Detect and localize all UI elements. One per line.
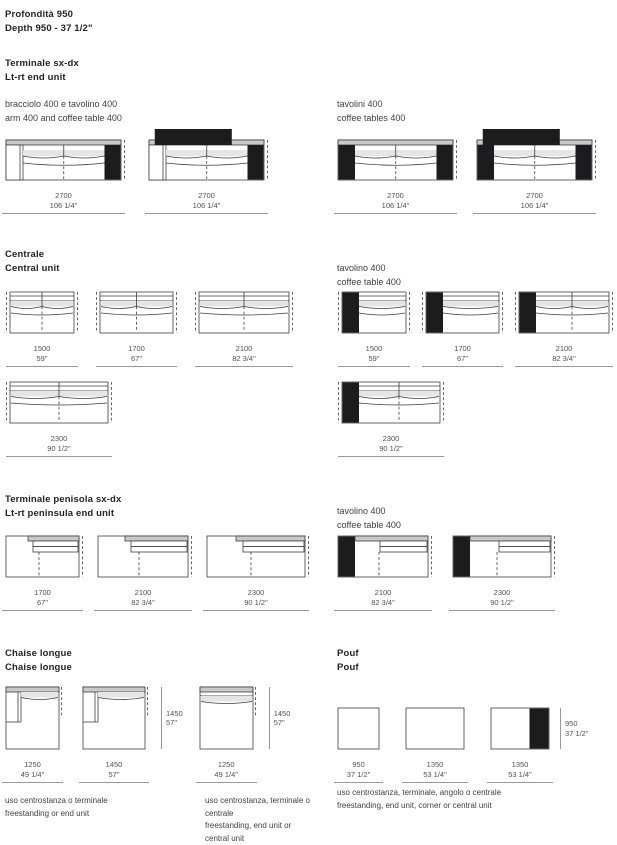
module-central-1500 — [5, 291, 81, 367]
module-diagram — [194, 291, 296, 334]
dimension-line — [203, 610, 309, 611]
chaise-footnotes — [5, 795, 337, 845]
dimension-line — [6, 366, 78, 367]
vertical-dimension-line — [560, 708, 561, 749]
page-title-en: Depth 950 - 37 1/2" — [5, 22, 93, 34]
module-pouf-1350 — [405, 707, 466, 783]
module-peninsula-2300 — [206, 535, 312, 611]
dimension-label: 2700 106 1/4" — [149, 191, 264, 214]
dimension-line — [402, 782, 468, 783]
module-peninsula-1700 — [5, 535, 86, 611]
dimension-label: 1250 49 1/4" — [200, 760, 253, 783]
central-right-row2 — [337, 381, 617, 457]
dimension-line — [338, 366, 410, 367]
dimension-label: 2700 106 1/4" — [477, 191, 592, 214]
dimension-line — [196, 782, 257, 783]
module-diagram — [337, 139, 460, 181]
module-diagram — [421, 291, 506, 334]
dimension-label: 2300 90 1/2" — [207, 588, 305, 611]
module-central-table-2100 — [514, 291, 616, 367]
dimension-label: 2300 90 1/2" — [10, 434, 108, 457]
chaise-footnote-left: uso centrostanza o terminale freestanding or end unit — [5, 796, 108, 818]
module-diagram — [95, 291, 180, 334]
dimension-line — [145, 213, 268, 214]
module-end-two-tables-console — [476, 128, 599, 214]
dimension-line — [79, 782, 149, 783]
module-diagram — [452, 535, 558, 578]
dimension-line — [422, 366, 503, 367]
module-diagram — [5, 535, 86, 578]
module-pouf-950 — [337, 707, 381, 783]
module-diagram — [5, 139, 128, 181]
dimension-label: 2700 106 1/4" — [6, 191, 121, 214]
dimension-label: 2300 90 1/2" — [342, 434, 440, 457]
central-title: Centrale Central unit — [5, 249, 60, 274]
vertical-dimension — [161, 687, 183, 749]
module-central-table-1500 — [337, 291, 413, 367]
dimension-label: 950 37 1/2" — [338, 760, 379, 783]
vertical-dimension-label: 950 37 1/2" — [565, 719, 589, 738]
module-central-2100 — [194, 291, 296, 367]
vertical-dimension-line — [161, 687, 162, 749]
central-right-row — [337, 291, 617, 367]
vertical-dimension — [269, 687, 291, 749]
module-chaise-1250 — [5, 686, 66, 783]
chaise-title: Chaise longue Chaise longue — [5, 648, 72, 673]
module-central-2300 — [5, 381, 115, 457]
module-diagram — [148, 128, 271, 181]
page-title-it: Profondità 950 — [5, 9, 74, 20]
module-peninsula-2100 — [97, 535, 195, 611]
section-end-unit — [5, 57, 617, 214]
section-central — [5, 248, 617, 457]
module-end-arm-table-console — [148, 128, 271, 214]
vertical-dimension — [560, 708, 589, 749]
module-diagram — [405, 707, 466, 750]
dimension-line — [334, 213, 457, 214]
dimension-label: 2100 82 3/4" — [98, 588, 188, 611]
dimension-line — [449, 610, 555, 611]
module-diagram — [337, 381, 447, 424]
dimension-label: 2700 106 1/4" — [338, 191, 453, 214]
module-diagram — [476, 128, 599, 181]
dimension-line — [2, 610, 83, 611]
vertical-dimension-line — [269, 687, 270, 749]
dimension-label: 2100 82 3/4" — [199, 344, 289, 367]
module-end-arm-table — [5, 139, 128, 214]
dimension-label: 1350 53 1/4" — [406, 760, 464, 783]
module-pouf-1350-table — [490, 707, 589, 783]
section-peninsula — [5, 493, 617, 611]
dimension-line — [2, 782, 63, 783]
pouf-title: Pouf Pouf — [337, 648, 359, 673]
module-diagram — [97, 535, 195, 578]
dimension-label: 1450 57" — [83, 760, 145, 783]
central-left-row2 — [5, 381, 337, 457]
module-diagram — [337, 707, 381, 750]
module-diagram — [490, 707, 551, 750]
vertical-dimension-label: 1450 57" — [273, 708, 291, 727]
dimension-line — [338, 456, 444, 457]
dimension-label: 2100 82 3/4" — [519, 344, 609, 367]
module-chaise-1450 — [82, 686, 183, 783]
end-unit-left-row — [5, 128, 337, 214]
page-title — [5, 8, 617, 35]
dimension-label: 1700 67" — [6, 588, 79, 611]
dimension-line — [334, 610, 432, 611]
chaise-row — [5, 686, 337, 783]
module-diagram — [514, 291, 616, 334]
module-chaise-1250-open — [199, 686, 291, 783]
module-end-two-tables — [337, 139, 460, 214]
pouf-row — [337, 686, 617, 783]
module-diagram — [206, 535, 312, 578]
end-unit-title: Terminale sx-dx Lt-rt end unit — [5, 58, 79, 83]
central-right-label: tavolino 400 coffee table 400 — [337, 263, 401, 287]
module-central-1700 — [95, 291, 180, 367]
dimension-label: 1250 49 1/4" — [6, 760, 59, 783]
module-diagram — [199, 686, 260, 750]
module-diagram — [82, 686, 152, 750]
end-unit-left-label: bracciolo 400 e tavolino 400 arm 400 and coffee table 400 — [5, 99, 122, 123]
module-diagram — [337, 535, 435, 578]
dimension-line — [334, 782, 383, 783]
dimension-label: 1700 67" — [100, 344, 173, 367]
dimension-line — [2, 213, 125, 214]
module-diagram — [5, 381, 115, 424]
dimension-line — [195, 366, 293, 367]
dimension-label: 1700 67" — [426, 344, 499, 367]
dimension-label: 1500 59" — [10, 344, 74, 367]
dimension-label: 2300 90 1/2" — [453, 588, 551, 611]
module-diagram — [5, 291, 81, 334]
module-central-table-1700 — [421, 291, 506, 367]
vertical-dimension-label: 1450 57" — [166, 708, 183, 727]
module-diagram — [5, 686, 66, 750]
peninsula-left-row — [5, 535, 337, 611]
section-chaise-pouf — [5, 647, 617, 845]
dimension-label: 1500 59" — [342, 344, 406, 367]
dimension-line — [94, 610, 192, 611]
dimension-line — [515, 366, 613, 367]
dimension-line — [96, 366, 177, 367]
dimension-line — [487, 782, 553, 783]
peninsula-right-row — [337, 535, 617, 611]
dimension-line — [6, 456, 112, 457]
module-diagram — [337, 291, 413, 334]
end-unit-right-label: tavolini 400 coffee tables 400 — [337, 99, 406, 123]
end-unit-header — [5, 57, 337, 125]
peninsula-right-label: tavolino 400 coffee table 400 — [337, 506, 401, 530]
dimension-label: 2100 82 3/4" — [338, 588, 428, 611]
dimension-line — [473, 213, 596, 214]
module-peninsula-table-2300 — [452, 535, 558, 611]
module-central-table-2300 — [337, 381, 447, 457]
central-left-row — [5, 291, 337, 367]
peninsula-title: Terminale penisola sx-dx Lt-rt peninsula end unit — [5, 494, 122, 519]
pouf-footnote: uso centrostanza, terminale, angolo o centrale freestanding, end unit, corner or central unit — [337, 788, 502, 810]
module-peninsula-table-2100 — [337, 535, 435, 611]
chaise-footnote-right: uso centrostanza, terminale o centrale freestanding, end unit or central unit — [205, 796, 310, 843]
dimension-label: 1350 53 1/4" — [491, 760, 549, 783]
end-unit-right-row — [337, 128, 617, 214]
